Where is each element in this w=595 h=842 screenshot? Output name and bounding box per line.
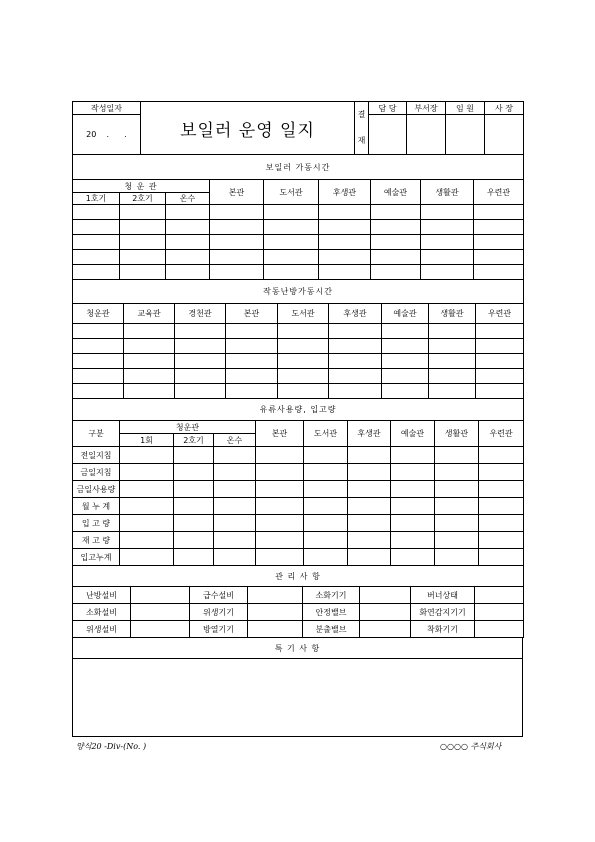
sub-column-header: 2호기 bbox=[120, 193, 166, 205]
fuel-rows bbox=[73, 447, 524, 566]
entry-cell[interactable] bbox=[429, 324, 476, 339]
entry-cell[interactable] bbox=[166, 265, 210, 280]
entry-cell[interactable] bbox=[421, 250, 474, 265]
entry-cell[interactable] bbox=[371, 250, 421, 265]
entry-cell[interactable] bbox=[175, 324, 226, 339]
entry-cell[interactable] bbox=[120, 515, 174, 532]
entry-cell[interactable] bbox=[479, 481, 524, 498]
row-label: 월 누 계 bbox=[73, 498, 120, 515]
entry-cell[interactable] bbox=[264, 265, 319, 280]
entry-cell[interactable] bbox=[73, 205, 120, 220]
entry-cell[interactable] bbox=[304, 447, 348, 464]
entry-cell[interactable] bbox=[256, 464, 304, 481]
entry-cell[interactable] bbox=[435, 549, 479, 566]
entry-cell[interactable] bbox=[166, 235, 210, 250]
entry-cell[interactable] bbox=[174, 532, 214, 549]
table-row bbox=[73, 498, 524, 515]
entry-cell[interactable] bbox=[319, 265, 371, 280]
entry-cell[interactable] bbox=[421, 205, 474, 220]
entry-cell[interactable] bbox=[73, 250, 120, 265]
entry-cell[interactable] bbox=[174, 447, 214, 464]
entry-cell[interactable] bbox=[73, 339, 124, 354]
entry-cell[interactable] bbox=[371, 220, 421, 235]
table-row bbox=[73, 384, 524, 399]
boiler-hours-table bbox=[72, 154, 524, 280]
entry-cell[interactable] bbox=[210, 250, 264, 265]
heating-hours-table bbox=[72, 279, 524, 399]
management-rows bbox=[73, 587, 524, 638]
entry-cell[interactable] bbox=[421, 235, 474, 250]
entry-cell[interactable] bbox=[73, 220, 120, 235]
column-header: 후생관 bbox=[348, 421, 391, 447]
entry-cell[interactable] bbox=[278, 354, 329, 369]
approval-role: 담 당 bbox=[369, 102, 407, 115]
item-label: 급수설비 bbox=[190, 587, 248, 604]
approval-sign-box[interactable] bbox=[369, 115, 407, 155]
entry-cell[interactable] bbox=[264, 205, 319, 220]
entry-cell[interactable] bbox=[435, 447, 479, 464]
column-header: 청운관 bbox=[73, 304, 124, 324]
column-header: 우련관 bbox=[474, 180, 524, 205]
date-field[interactable]: 20 . . bbox=[73, 115, 141, 155]
table-row bbox=[73, 464, 524, 481]
entry-cell[interactable] bbox=[391, 481, 435, 498]
heating-hours-rows bbox=[73, 324, 524, 399]
entry-cell[interactable] bbox=[166, 250, 210, 265]
entry-cell[interactable] bbox=[304, 481, 348, 498]
entry-cell[interactable] bbox=[210, 205, 264, 220]
column-header: 후생관 bbox=[329, 304, 382, 324]
header-table bbox=[72, 101, 524, 155]
entry-cell[interactable] bbox=[226, 369, 278, 384]
table-row bbox=[73, 515, 524, 532]
entry-cell[interactable] bbox=[348, 464, 391, 481]
entry-cell[interactable] bbox=[479, 464, 524, 481]
entry-cell[interactable] bbox=[120, 481, 174, 498]
entry-cell[interactable] bbox=[371, 205, 421, 220]
column-header: 우련관 bbox=[476, 304, 524, 324]
entry-cell[interactable] bbox=[120, 532, 174, 549]
sub-column-header: 1호기 bbox=[73, 193, 120, 205]
entry-cell[interactable] bbox=[348, 549, 391, 566]
entry-cell[interactable] bbox=[435, 481, 479, 498]
entry-cell[interactable] bbox=[476, 354, 524, 369]
entry-cell[interactable] bbox=[124, 339, 175, 354]
column-header: 본관 bbox=[210, 180, 264, 205]
item-status-cell[interactable] bbox=[360, 604, 411, 621]
approval-role: 사 장 bbox=[485, 102, 524, 115]
item-label: 위생기기 bbox=[190, 604, 248, 621]
row-label: 금일지침 bbox=[73, 464, 120, 481]
notes-table bbox=[72, 637, 523, 737]
entry-cell[interactable] bbox=[304, 549, 348, 566]
entry-cell[interactable] bbox=[264, 220, 319, 235]
entry-cell[interactable] bbox=[124, 324, 175, 339]
section-title: 특 기 사 항 bbox=[73, 638, 523, 659]
column-header: 생활관 bbox=[435, 421, 479, 447]
entry-cell[interactable] bbox=[256, 515, 304, 532]
approval-role: 부서장 bbox=[407, 102, 446, 115]
item-label: 착화기기 bbox=[411, 621, 475, 638]
item-label: 소화기기 bbox=[303, 587, 360, 604]
column-header: 구분 bbox=[73, 421, 120, 447]
entry-cell[interactable] bbox=[120, 205, 166, 220]
table-row bbox=[73, 369, 524, 384]
column-header: 생활관 bbox=[421, 180, 474, 205]
entry-cell[interactable] bbox=[435, 532, 479, 549]
column-header: 도서관 bbox=[264, 180, 319, 205]
entry-cell[interactable] bbox=[329, 354, 382, 369]
entry-cell[interactable] bbox=[319, 205, 371, 220]
table-row bbox=[73, 220, 524, 235]
entry-cell[interactable] bbox=[256, 481, 304, 498]
item-status-cell[interactable] bbox=[131, 604, 190, 621]
entry-cell[interactable] bbox=[278, 324, 329, 339]
section-title: 작동난방가동시간 bbox=[73, 280, 524, 304]
table-row bbox=[73, 532, 524, 549]
table-row bbox=[73, 205, 524, 220]
entry-cell[interactable] bbox=[73, 354, 124, 369]
entry-cell[interactable] bbox=[214, 549, 256, 566]
column-header: 생활관 bbox=[429, 304, 476, 324]
item-status-cell[interactable] bbox=[248, 587, 303, 604]
entry-cell[interactable] bbox=[391, 532, 435, 549]
company-name: ○○○○ 주식회사 bbox=[440, 742, 502, 751]
entry-cell[interactable] bbox=[73, 235, 120, 250]
table-row bbox=[73, 324, 524, 339]
sub-column-header: 2호기 bbox=[174, 434, 214, 447]
entry-cell[interactable] bbox=[264, 235, 319, 250]
table-row bbox=[73, 549, 524, 566]
entry-cell[interactable] bbox=[174, 464, 214, 481]
group-header: 청 운 관 bbox=[73, 180, 210, 193]
column-header: 우련관 bbox=[479, 421, 524, 447]
entry-cell[interactable] bbox=[429, 369, 476, 384]
entry-cell[interactable] bbox=[264, 250, 319, 265]
entry-cell[interactable] bbox=[226, 384, 278, 399]
entry-cell[interactable] bbox=[479, 447, 524, 464]
entry-cell[interactable] bbox=[214, 481, 256, 498]
entry-cell[interactable] bbox=[429, 354, 476, 369]
entry-cell[interactable] bbox=[210, 265, 264, 280]
entry-cell[interactable] bbox=[329, 324, 382, 339]
entry-cell[interactable] bbox=[474, 220, 524, 235]
entry-cell[interactable] bbox=[124, 384, 175, 399]
entry-cell[interactable] bbox=[73, 384, 124, 399]
item-label: 안정밸브 bbox=[303, 604, 360, 621]
entry-cell[interactable] bbox=[319, 250, 371, 265]
entry-cell[interactable] bbox=[278, 339, 329, 354]
entry-cell[interactable] bbox=[474, 235, 524, 250]
management-table bbox=[72, 565, 524, 638]
entry-cell[interactable] bbox=[214, 532, 256, 549]
column-header: 본관 bbox=[256, 421, 304, 447]
approval-role: 임 원 bbox=[446, 102, 485, 115]
approval-side-label bbox=[355, 102, 369, 155]
entry-cell[interactable] bbox=[435, 498, 479, 515]
item-label: 소화설비 bbox=[73, 604, 131, 621]
entry-cell[interactable] bbox=[391, 498, 435, 515]
entry-cell[interactable] bbox=[214, 447, 256, 464]
entry-cell[interactable] bbox=[474, 265, 524, 280]
table-row bbox=[73, 354, 524, 369]
notes-field[interactable] bbox=[73, 659, 523, 737]
entry-cell[interactable] bbox=[73, 324, 124, 339]
entry-cell[interactable] bbox=[391, 515, 435, 532]
entry-cell[interactable] bbox=[371, 235, 421, 250]
approval-sign-box[interactable] bbox=[407, 115, 446, 155]
entry-cell[interactable] bbox=[174, 549, 214, 566]
entry-cell[interactable] bbox=[256, 498, 304, 515]
entry-cell[interactable] bbox=[226, 339, 278, 354]
entry-cell[interactable] bbox=[256, 549, 304, 566]
entry-cell[interactable] bbox=[479, 532, 524, 549]
approval-sign-box[interactable] bbox=[485, 115, 524, 155]
boiler-hours-rows bbox=[73, 205, 524, 280]
sub-column-header: 온수 bbox=[166, 193, 210, 205]
entry-cell[interactable] bbox=[474, 205, 524, 220]
table-row bbox=[73, 265, 524, 280]
approval-sign-box[interactable] bbox=[446, 115, 485, 155]
item-label: 분출밸브 bbox=[303, 621, 360, 638]
column-header: 후생관 bbox=[319, 180, 371, 205]
entry-cell[interactable] bbox=[329, 369, 382, 384]
entry-cell[interactable] bbox=[319, 235, 371, 250]
entry-cell[interactable] bbox=[124, 354, 175, 369]
item-label: 버너상태 bbox=[411, 587, 475, 604]
entry-cell[interactable] bbox=[304, 464, 348, 481]
table-row bbox=[73, 447, 524, 464]
column-header: 본관 bbox=[226, 304, 278, 324]
table-row bbox=[73, 339, 524, 354]
entry-cell[interactable] bbox=[278, 369, 329, 384]
entry-cell[interactable] bbox=[479, 515, 524, 532]
entry-cell[interactable] bbox=[391, 549, 435, 566]
row-label: 재 고 량 bbox=[73, 532, 120, 549]
row-label: 전일지침 bbox=[73, 447, 120, 464]
entry-cell[interactable] bbox=[278, 384, 329, 399]
item-status-cell[interactable] bbox=[131, 587, 190, 604]
entry-cell[interactable] bbox=[226, 354, 278, 369]
date-label: 작성일자 bbox=[73, 102, 141, 115]
entry-cell[interactable] bbox=[120, 549, 174, 566]
sub-column-header: 1회 bbox=[120, 434, 174, 447]
entry-cell[interactable] bbox=[304, 515, 348, 532]
column-header: 도서관 bbox=[278, 304, 329, 324]
entry-cell[interactable] bbox=[476, 324, 524, 339]
item-status-cell[interactable] bbox=[248, 604, 303, 621]
column-header: 교육관 bbox=[124, 304, 175, 324]
column-header: 도서관 bbox=[304, 421, 348, 447]
entry-cell[interactable] bbox=[348, 532, 391, 549]
section-title: 관 리 사 항 bbox=[73, 566, 524, 587]
entry-cell[interactable] bbox=[348, 498, 391, 515]
entry-cell[interactable] bbox=[175, 339, 226, 354]
approval-side-bottom: 재 bbox=[357, 136, 366, 145]
entry-cell[interactable] bbox=[175, 369, 226, 384]
column-header: 예술관 bbox=[382, 304, 429, 324]
entry-cell[interactable] bbox=[124, 369, 175, 384]
entry-cell[interactable] bbox=[479, 498, 524, 515]
entry-cell[interactable] bbox=[120, 220, 166, 235]
item-status-cell[interactable] bbox=[475, 587, 524, 604]
entry-cell[interactable] bbox=[175, 384, 226, 399]
entry-cell[interactable] bbox=[435, 515, 479, 532]
item-status-cell[interactable] bbox=[360, 621, 411, 638]
entry-cell[interactable] bbox=[382, 384, 429, 399]
row-label: 입고누계 bbox=[73, 549, 120, 566]
form-code: 양식20 -Div-(No. ) bbox=[76, 742, 147, 751]
entry-cell[interactable] bbox=[329, 339, 382, 354]
entry-cell[interactable] bbox=[382, 369, 429, 384]
entry-cell[interactable] bbox=[421, 220, 474, 235]
item-status-cell[interactable] bbox=[475, 621, 524, 638]
entry-cell[interactable] bbox=[391, 464, 435, 481]
entry-cell[interactable] bbox=[304, 498, 348, 515]
column-header: 예술관 bbox=[391, 421, 435, 447]
table-row bbox=[73, 604, 524, 621]
entry-cell[interactable] bbox=[120, 250, 166, 265]
entry-cell[interactable] bbox=[174, 515, 214, 532]
boiler-log-form bbox=[72, 101, 523, 737]
entry-cell[interactable] bbox=[120, 464, 174, 481]
entry-cell[interactable] bbox=[210, 235, 264, 250]
entry-cell[interactable] bbox=[304, 532, 348, 549]
entry-cell[interactable] bbox=[429, 339, 476, 354]
item-status-cell[interactable] bbox=[475, 604, 524, 621]
entry-cell[interactable] bbox=[476, 369, 524, 384]
entry-cell[interactable] bbox=[214, 515, 256, 532]
table-row bbox=[73, 587, 524, 604]
table-row bbox=[73, 250, 524, 265]
entry-cell[interactable] bbox=[256, 532, 304, 549]
entry-cell[interactable] bbox=[348, 515, 391, 532]
item-label: 위생설비 bbox=[73, 621, 131, 638]
group-header: 청운관 bbox=[120, 421, 256, 434]
entry-cell[interactable] bbox=[214, 498, 256, 515]
column-header: 경천관 bbox=[175, 304, 226, 324]
entry-cell[interactable] bbox=[382, 324, 429, 339]
entry-cell[interactable] bbox=[214, 464, 256, 481]
entry-cell[interactable] bbox=[421, 265, 474, 280]
entry-cell[interactable] bbox=[371, 265, 421, 280]
entry-cell[interactable] bbox=[120, 265, 166, 280]
row-label: 금일사용량 bbox=[73, 481, 120, 498]
item-label: 방열기기 bbox=[190, 621, 248, 638]
table-row bbox=[73, 621, 524, 638]
entry-cell[interactable] bbox=[479, 549, 524, 566]
page-title: 보일러 운영 일지 bbox=[141, 102, 355, 155]
item-status-cell[interactable] bbox=[131, 621, 190, 638]
item-status-cell[interactable] bbox=[360, 587, 411, 604]
entry-cell[interactable] bbox=[382, 339, 429, 354]
entry-cell[interactable] bbox=[120, 447, 174, 464]
entry-cell[interactable] bbox=[120, 235, 166, 250]
entry-cell[interactable] bbox=[174, 481, 214, 498]
entry-cell[interactable] bbox=[73, 369, 124, 384]
entry-cell[interactable] bbox=[476, 384, 524, 399]
entry-cell[interactable] bbox=[429, 384, 476, 399]
entry-cell[interactable] bbox=[175, 354, 226, 369]
fuel-table bbox=[72, 398, 524, 566]
entry-cell[interactable] bbox=[348, 481, 391, 498]
entry-cell[interactable] bbox=[166, 220, 210, 235]
table-row bbox=[73, 235, 524, 250]
entry-cell[interactable] bbox=[391, 447, 435, 464]
entry-cell[interactable] bbox=[474, 250, 524, 265]
entry-cell[interactable] bbox=[210, 220, 264, 235]
entry-cell[interactable] bbox=[120, 498, 174, 515]
section-title: 보일러 가동시간 bbox=[73, 155, 524, 180]
approval-side-top: 결 bbox=[357, 110, 366, 119]
table-row bbox=[73, 481, 524, 498]
section-title: 유류사용량, 입고량 bbox=[73, 399, 524, 421]
item-label: 화연감지기기 bbox=[411, 604, 475, 621]
entry-cell[interactable] bbox=[256, 447, 304, 464]
entry-cell[interactable] bbox=[382, 354, 429, 369]
entry-cell[interactable] bbox=[174, 498, 214, 515]
entry-cell[interactable] bbox=[166, 205, 210, 220]
entry-cell[interactable] bbox=[329, 384, 382, 399]
item-status-cell[interactable] bbox=[248, 621, 303, 638]
entry-cell[interactable] bbox=[435, 464, 479, 481]
column-header: 예술관 bbox=[371, 180, 421, 205]
entry-cell[interactable] bbox=[319, 220, 371, 235]
entry-cell[interactable] bbox=[348, 447, 391, 464]
item-label: 난방설비 bbox=[73, 587, 131, 604]
row-label: 입 고 량 bbox=[73, 515, 120, 532]
entry-cell[interactable] bbox=[476, 339, 524, 354]
sub-column-header: 온수 bbox=[214, 434, 256, 447]
entry-cell[interactable] bbox=[73, 265, 120, 280]
entry-cell[interactable] bbox=[226, 324, 278, 339]
